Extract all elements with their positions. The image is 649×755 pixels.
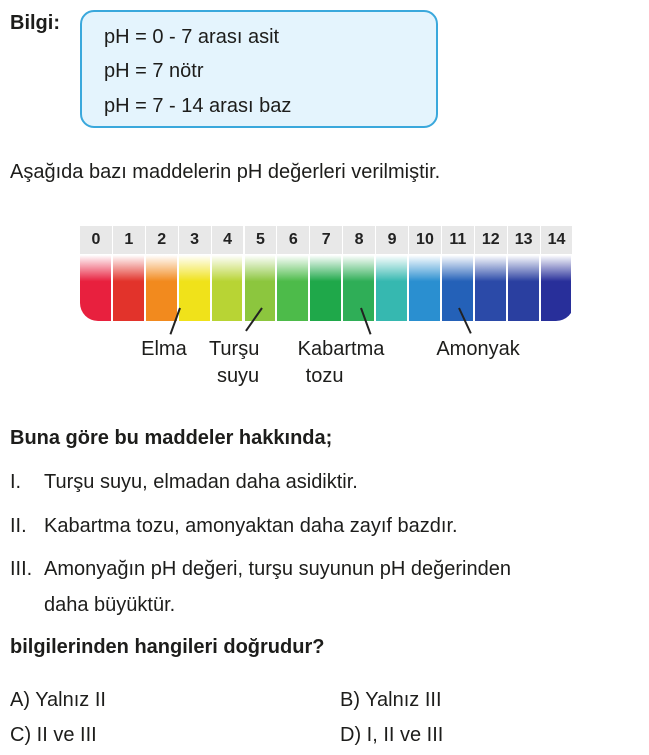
ph-color-cell-14 [541, 255, 572, 321]
ph-scale [80, 226, 574, 396]
ph-color-cell-6 [277, 255, 308, 321]
statement-2-number: II. [10, 515, 27, 537]
ph-color-cell-11 [442, 255, 473, 321]
ph-color-cell-7 [310, 255, 341, 321]
ph-color-bar [80, 255, 574, 321]
option-b[interactable]: B) Yalnız III [340, 689, 442, 711]
ph-marker-label-line1: Amonyak [436, 338, 520, 360]
question-heading: Buna göre bu maddeler hakkında; [10, 427, 333, 449]
option-d[interactable]: D) I, II ve III [340, 724, 444, 746]
statement-3-number: III. [10, 558, 33, 580]
ph-marker-label-line1: Turşu [208, 338, 260, 360]
ph-number-11: 11 [442, 226, 474, 254]
ph-marker-label-line1: Elma [141, 338, 187, 360]
ph-marker-label-4 [436, 336, 546, 363]
ph-color-cell-3 [179, 255, 210, 321]
statement-2-text: Kabartma tozu, amonyaktan daha zayıf bazdır. [44, 515, 458, 537]
ph-number-6: 6 [277, 226, 309, 254]
ph-number-2: 2 [146, 226, 178, 254]
ph-color-cell-0 [80, 255, 111, 321]
statement-1-text: Turşu suyu, elmadan daha asidiktir. [44, 471, 358, 493]
ph-number-9: 9 [376, 226, 408, 254]
statement-3-text: Amonyağın pH değeri, turşu suyunun pH değerinden [44, 558, 511, 580]
info-box [80, 10, 438, 128]
ph-color-cell-1 [113, 255, 144, 321]
ph-number-0: 0 [80, 226, 112, 254]
ph-color-cell-13 [508, 255, 539, 321]
ph-color-cell-8 [343, 255, 374, 321]
statement-1-number: I. [10, 471, 22, 493]
info-line-neutral: pH = 7 nötr [104, 60, 204, 82]
ph-number-13: 13 [508, 226, 540, 254]
ph-number-1: 1 [113, 226, 145, 254]
option-c[interactable]: C) II ve III [10, 724, 97, 746]
ph-number-3: 3 [179, 226, 211, 254]
ph-marker-label-line1: Kabartma [297, 338, 385, 360]
ph-number-4: 4 [212, 226, 244, 254]
statement-3 [10, 558, 511, 581]
ph-number-10: 10 [409, 226, 441, 254]
statement-3-continuation: daha büyüktür. [44, 594, 176, 616]
ph-number-5: 5 [245, 226, 277, 254]
ph-color-cell-2 [146, 255, 177, 321]
ph-color-cell-10 [409, 255, 440, 321]
ph-number-8: 8 [343, 226, 375, 254]
info-line-acid: pH = 0 - 7 arası asit [104, 26, 280, 48]
statement-2 [10, 515, 458, 538]
ph-number-12: 12 [475, 226, 507, 254]
question-text: bilgilerinden hangileri doğrudur? [10, 636, 325, 658]
ph-marker-label-line2: tozu [305, 365, 344, 387]
intro-text: Aşağıda bazı maddelerin pH değerleri verilmiştir. [10, 161, 441, 183]
ph-color-cell-9 [376, 255, 407, 321]
ph-marker-label-3 [298, 336, 408, 390]
ph-color-cell-4 [212, 255, 243, 321]
ph-number-7: 7 [310, 226, 342, 254]
info-label: Bilgi: [10, 12, 60, 34]
ph-number-14: 14 [541, 226, 573, 254]
ph-marker-label-line2: suyu [216, 365, 260, 387]
option-a[interactable]: A) Yalnız II [10, 689, 106, 711]
statement-1 [10, 471, 358, 494]
ph-color-cell-12 [475, 255, 506, 321]
info-line-base: pH = 7 - 14 arası baz [104, 95, 292, 117]
